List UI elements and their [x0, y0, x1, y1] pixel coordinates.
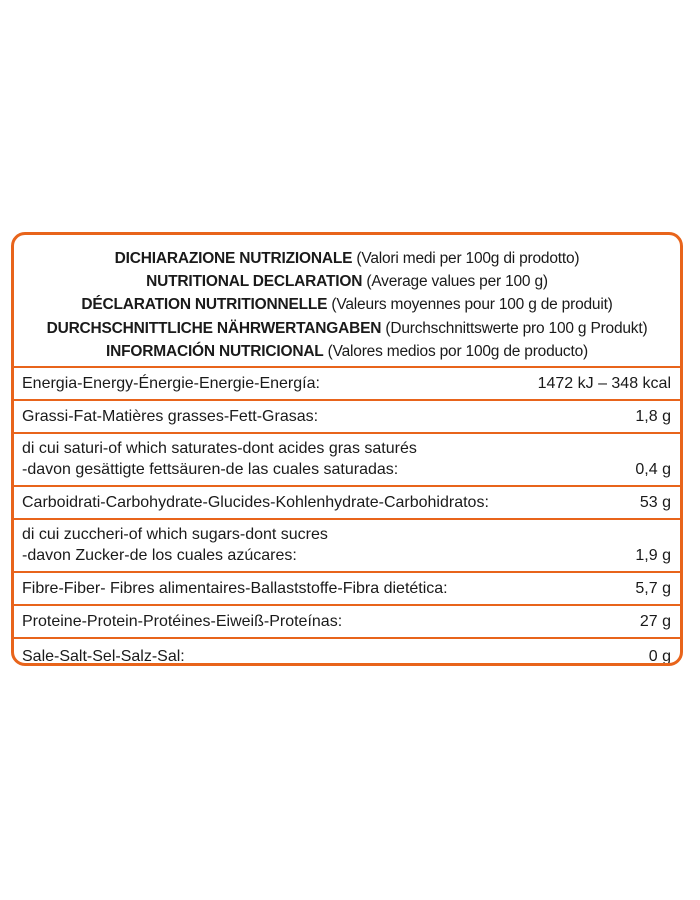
nutrient-value: 1,8 g	[635, 408, 671, 425]
nutrient-name: Sale-Salt-Sel-Salz-Sal:	[22, 648, 185, 665]
nutrient-row-fibre	[14, 573, 680, 606]
header-title: INFORMACIÓN NUTRICIONAL	[106, 342, 324, 360]
nutrient-name: Carboidrati-Carbohydrate-Glucides-Kohlenhydrate-Carbohidratos:	[22, 494, 489, 511]
nutrient-value: 0,4 g	[635, 461, 671, 478]
header-title: DURCHSCHNITTLICHE NÄHRWERTANGABEN	[46, 319, 382, 337]
nutrient-value: 1,9 g	[635, 547, 671, 564]
header-line-german	[14, 317, 680, 340]
nutrient-name: di cui saturi-of which saturates-dont acides gras saturés -davon gesättigte fettsäuren-de las cuales saturadas:	[22, 440, 417, 478]
nutrition-label	[11, 232, 683, 666]
header-title: DÉCLARATION NUTRITIONNELLE	[81, 296, 328, 314]
nutrient-row-energy	[14, 368, 680, 401]
nutrient-row-fat	[14, 401, 680, 434]
nutrient-name: Proteine-Protein-Protéines-Eiweiß-Proteínas:	[22, 613, 343, 630]
header-subtitle: (Valores medios por 100g de producto)	[323, 342, 588, 360]
header-subtitle: (Valeurs moyennes pour 100 g de produit)	[327, 296, 613, 314]
header-line-italian	[14, 247, 680, 270]
header-title: NUTRITIONAL DECLARATION	[146, 273, 363, 291]
nutrient-row-sugars	[14, 520, 680, 573]
nutrient-row-carbohydrate	[14, 487, 680, 520]
nutrient-name: di cui zuccheri-of which sugars-dont sucres -davon Zucker-de los cuales azúcares:	[22, 526, 328, 564]
nutrient-name: Grassi-Fat-Matières grasses-Fett-Grasas:	[22, 408, 319, 425]
nutrient-row-saturates	[14, 434, 680, 487]
header-line-english	[14, 270, 680, 293]
header-title: DICHIARAZIONE NUTRIZIONALE	[114, 250, 353, 267]
nutrient-value: 5,7 g	[635, 580, 671, 597]
nutrient-value: 1472 kJ – 348 kcal	[537, 375, 671, 392]
nutrient-name: Energia-Energy-Énergie-Energie-Energía:	[22, 375, 320, 392]
header-line-spanish	[14, 340, 680, 363]
nutrient-value: 53 g	[639, 494, 671, 511]
nutrient-name: Fibre-Fiber- Fibres alimentaires-Ballaststoffe-Fibra dietética:	[22, 580, 448, 597]
nutrition-header	[14, 235, 680, 368]
nutrient-row-salt	[14, 639, 680, 666]
header-subtitle: (Valori medi per 100g di prodotto)	[352, 250, 580, 267]
nutrient-value: 27 g	[639, 613, 671, 630]
header-line-french	[14, 293, 680, 316]
header-subtitle: (Average values per 100 g)	[362, 273, 548, 291]
header-subtitle: (Durchschnittswerte pro 100 g Produkt)	[381, 319, 648, 337]
nutrient-row-protein	[14, 606, 680, 639]
nutrient-value: 0 g	[648, 648, 671, 665]
